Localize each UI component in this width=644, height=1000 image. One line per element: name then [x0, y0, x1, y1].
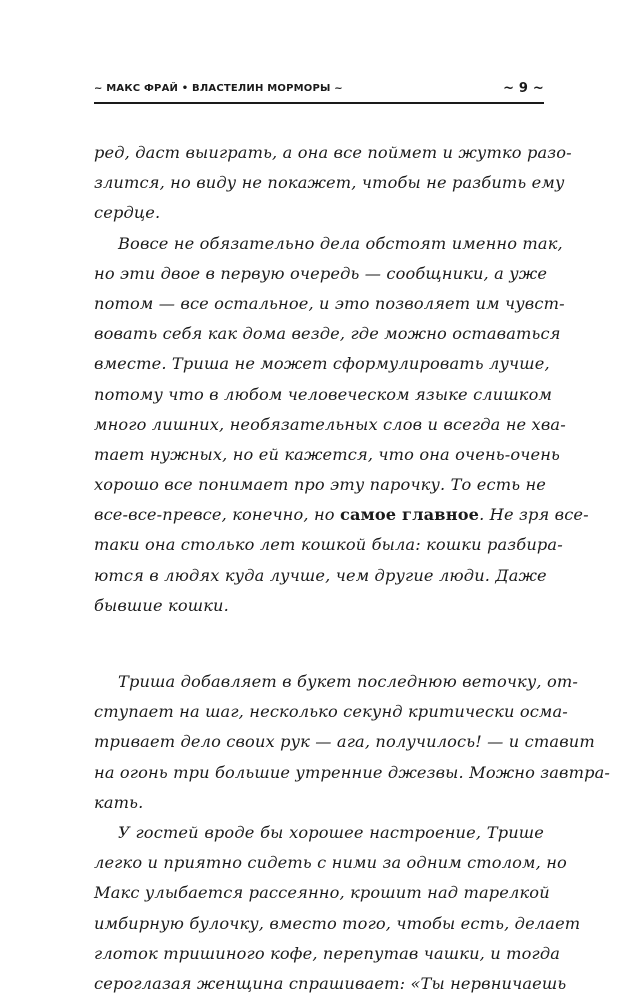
text-fragment: все-все-превсе, конечно, но — [94, 505, 335, 525]
text-line: Триша добавляет в букет последнюю веточку, от- — [118, 672, 579, 691]
text-line: имбирную булочку, вместо того, чтобы есть, делает — [94, 913, 581, 933]
section-break — [94, 621, 544, 667]
text-line: вовать себя как дома везде, где можно оставаться — [94, 324, 561, 344]
text-line: ются в людях куда лучше, чем другие люди. Даже — [94, 565, 547, 585]
text-line-with-emphasis — [94, 500, 589, 530]
text-line: вместе. Триша не может сформулировать лучше, — [94, 354, 550, 374]
text-fragment: . Не зря все- — [479, 505, 589, 525]
text-line: потому что в любом человеческом языке слишком — [94, 384, 553, 404]
text-line: У гостей вроде бы хорошее настроение, Трише — [118, 822, 544, 842]
running-header — [94, 74, 544, 104]
text-line: тривает дело своих рук — ага, получилось! — и ставит — [94, 732, 595, 752]
text-line: сердце. — [94, 203, 161, 223]
text-line: потом — все остальное, и это позволяет им чувст- — [94, 293, 565, 313]
text-line: много лишних, необязательных слов и всегда не хва- — [94, 414, 566, 434]
emphasis-text: самое главное — [339, 505, 480, 525]
text-line: сероглазая женщина спрашивает: «Ты нервничаешь — [94, 973, 567, 993]
text-line: бывшие кошки. — [94, 595, 229, 615]
text-line: ред, даст выиграть, а она все поймет и жутко разо- — [94, 143, 572, 162]
text-line: но эти двое в первую очередь — сообщники, а уже — [94, 263, 548, 283]
running-header-title: ~ МАКС ФРАЙ • ВЛАСТЕЛИН МОРМОРЫ ~ — [94, 82, 343, 94]
text-line: Макс улыбается рассеянно, крошит над тарелкой — [94, 883, 550, 903]
text-line: ступает на шаг, несколько секунд критически осма- — [94, 702, 568, 722]
text-line: тает нужных, но ей кажется, что она очень-очень — [94, 444, 560, 464]
body-text — [94, 138, 611, 999]
text-line: таки она столько лет кошкой была: кошки разбира- — [94, 535, 563, 555]
text-line: легко и приятно сидеть с ними за одним столом, но — [94, 853, 567, 873]
page-number: ~ 9 ~ — [503, 80, 544, 96]
text-line: глоток тришиного кофе, перепутав чашки, и тогда — [94, 943, 561, 963]
text-line: злится, но виду не покажет, чтобы не разбить ему — [94, 173, 565, 193]
text-line: кать. — [94, 792, 144, 812]
text-line: Вовсе не обязательно дела обстоят именно так, — [118, 233, 563, 253]
text-line: хорошо все понимает про эту парочку. То есть не — [94, 475, 546, 495]
text-line: на огонь три большие утренние джезвы. Можно завтра- — [94, 762, 611, 782]
